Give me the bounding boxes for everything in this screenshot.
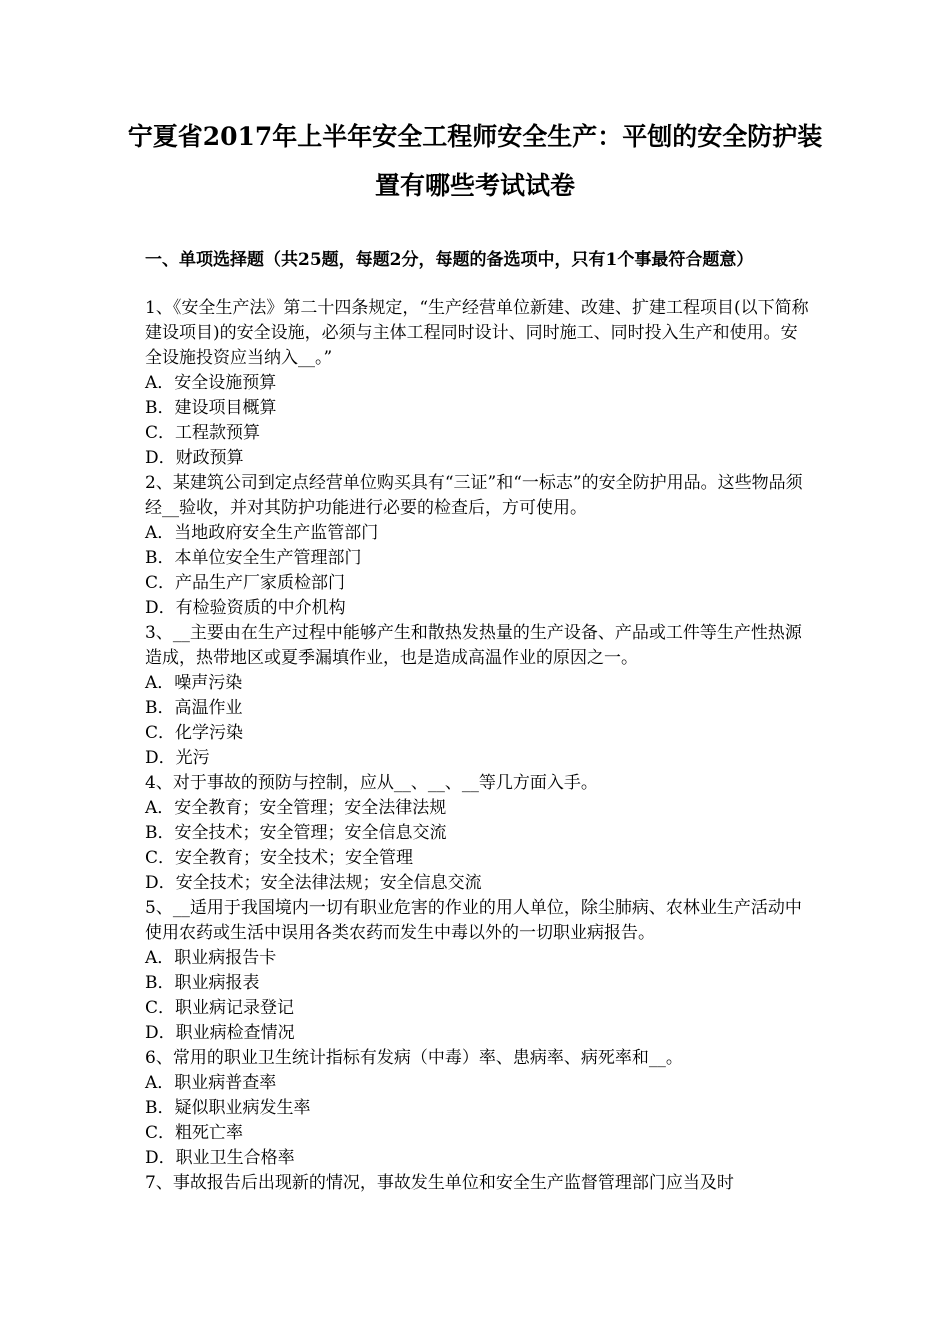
question-text: 1、《安全生产法》第二十四条规定，“生产经营单位新建、改建、扩建工程项目(以下简称建设项目)的安全设施，必须与主体工程同时设计、同时施工、同时投入生产和使用。安全设施投资应当纳入__。” (145, 298, 809, 368)
answer-option: C．化学污染 (145, 723, 244, 743)
answer-option: D．职业病检查情况 (145, 1023, 295, 1043)
answer-option: A．职业病报告卡 (145, 948, 277, 968)
answer-option: B．建设项目概算 (145, 398, 277, 418)
answer-option: B．本单位安全生产管理部门 (145, 548, 362, 568)
answer-option: A．当地政府安全生产监管部门 (145, 523, 379, 543)
answer-option: D．财政预算 (145, 448, 244, 468)
question-text: 5、__适用于我国境内一切有职业危害的作业的用人单位，除尘肺病、农林业生产活动中使用农药或生活中误用各类农药而发生中毒以外的一切职业病报告。 (145, 898, 802, 943)
question-item (145, 1171, 810, 1196)
question-item (145, 896, 810, 1046)
answer-option: B．高温作业 (145, 698, 243, 718)
answer-option: D．光污 (145, 748, 210, 768)
answer-option: D．安全技术；安全法律法规；安全信息交流 (145, 873, 482, 893)
question-list (145, 296, 810, 1196)
question-item (145, 771, 810, 896)
question-item (145, 471, 810, 621)
answer-option: C．粗死亡率 (145, 1123, 244, 1143)
question-text: 6、常用的职业卫生统计指标有发病（中毒）率、患病率、病死率和__。 (145, 1048, 683, 1068)
answer-option: A．职业病普查率 (145, 1073, 277, 1093)
answer-option: B．职业病报表 (145, 973, 260, 993)
question-text: 4、对于事故的预防与控制，应从__、__、__等几方面入手。 (145, 773, 598, 793)
question-text: 7、事故报告后出现新的情况，事故发生单位和安全生产监督管理部门应当及时 (145, 1173, 734, 1193)
section-heading: 一、单项选择题（共25题，每题2分，每题的备选项中，只有1个事最符合题意） (145, 250, 754, 270)
answer-option: C．职业病记录登记 (145, 998, 295, 1018)
question-text: 3、__主要由在生产过程中能够产生和散热发热量的生产设备、产品或工件等生产性热源造成，热带地区或夏季漏填作业，也是造成高温作业的原因之一。 (145, 623, 802, 668)
answer-option: A．安全设施预算 (145, 373, 277, 393)
question-item (145, 1046, 810, 1171)
answer-option: C．工程款预算 (145, 423, 261, 443)
answer-option: C．产品生产厂家质检部门 (145, 573, 346, 593)
question-text: 2、某建筑公司到定点经营单位购买具有“三证”和“一标志”的安全防护用品。这些物品须经__验收，并对其防护功能进行必要的检查后，方可使用。 (145, 473, 803, 518)
answer-option: B．安全技术；安全管理；安全信息交流 (145, 823, 447, 843)
question-item (145, 296, 810, 471)
question-item (145, 621, 810, 771)
answer-option: A．安全教育；安全管理；安全法律法规 (145, 798, 447, 818)
answer-option: B．疑似职业病发生率 (145, 1098, 311, 1118)
answer-option: C．安全教育；安全技术；安全管理 (145, 848, 414, 868)
document-title: 宁夏省2017年上半年安全工程师安全生产：平刨的安全防护装置有哪些考试试卷 (127, 122, 823, 200)
answer-option: D．职业卫生合格率 (145, 1148, 295, 1168)
answer-option: A．噪声污染 (145, 673, 243, 693)
answer-option: D．有检验资质的中介机构 (145, 598, 346, 618)
